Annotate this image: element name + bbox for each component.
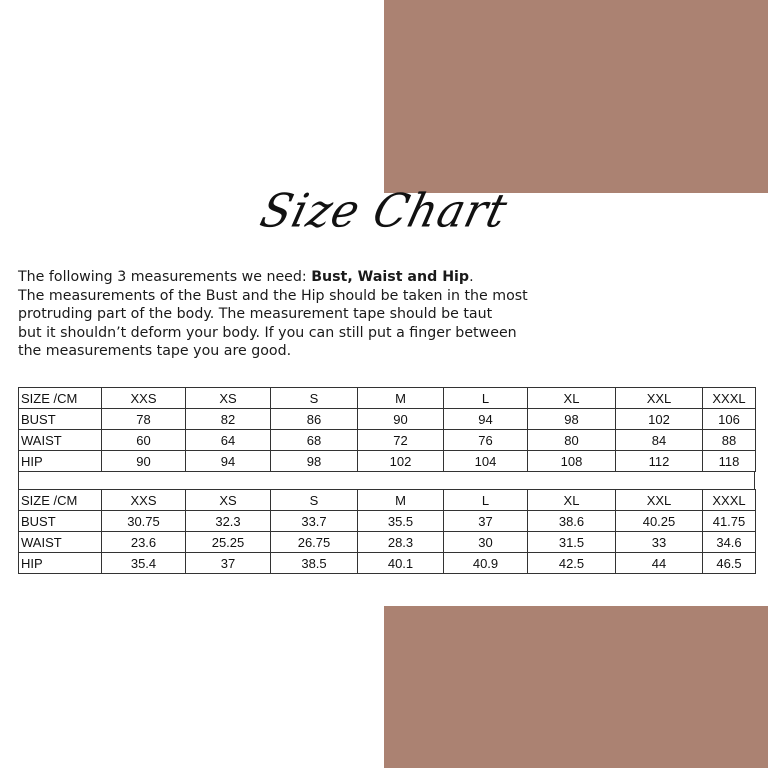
table-cell: 35.5 xyxy=(358,511,444,532)
intro-line-1: The following 3 measurements we need: Bust, Waist and Hip. xyxy=(18,269,474,285)
table-cell: 46.5 xyxy=(703,553,756,574)
table-cell: 86 xyxy=(271,409,358,430)
table-cell: XL xyxy=(528,388,616,409)
table-cell: 34.6 xyxy=(703,532,756,553)
table-header-row xyxy=(19,490,756,511)
table-cell: 42.5 xyxy=(528,553,616,574)
size-table-cm xyxy=(18,387,756,472)
table-cell: 76 xyxy=(444,430,528,451)
table-row-label: HIP xyxy=(19,553,102,574)
table-cell: 33 xyxy=(616,532,703,553)
table-cell: M xyxy=(358,388,444,409)
table-row xyxy=(19,553,756,574)
table-cell: 102 xyxy=(616,409,703,430)
table-cell: XXS xyxy=(102,388,186,409)
intro-text xyxy=(18,268,758,361)
table-cell: 106 xyxy=(703,409,756,430)
table-cell: L xyxy=(444,388,528,409)
table-row xyxy=(19,451,756,472)
page-title: Size Chart xyxy=(255,184,513,239)
intro-line-4: but it shouldn’t deform your body. If you can still put a finger between xyxy=(18,324,517,341)
table-cell: XXL xyxy=(616,388,703,409)
table-cell: 60 xyxy=(102,430,186,451)
table-cell: 94 xyxy=(444,409,528,430)
table-cell: S xyxy=(271,490,358,511)
table-cell: XS xyxy=(186,490,271,511)
table-row-label: BUST xyxy=(19,409,102,430)
table-cell: 98 xyxy=(271,451,358,472)
table-cell: 26.75 xyxy=(271,532,358,553)
table-cell: 40.25 xyxy=(616,511,703,532)
table-cell: 104 xyxy=(444,451,528,472)
table-cell: XXS xyxy=(102,490,186,511)
table-row-label: SIZE /CM xyxy=(19,490,102,511)
table-cell: 68 xyxy=(271,430,358,451)
table-cell: L xyxy=(444,490,528,511)
table-row-label: SIZE /CM xyxy=(19,388,102,409)
table-cell: 108 xyxy=(528,451,616,472)
table-cell: 44 xyxy=(616,553,703,574)
table-cell: 94 xyxy=(186,451,271,472)
table-cell: 28.3 xyxy=(358,532,444,553)
table-cell: 40.9 xyxy=(444,553,528,574)
table-cell: 32.3 xyxy=(186,511,271,532)
table-cell: 78 xyxy=(102,409,186,430)
intro-line-3: protruding part of the body. The measurement tape should be taut xyxy=(18,306,493,322)
table-cell: XXXL xyxy=(703,388,756,409)
table-cell: S xyxy=(271,388,358,409)
intro-line-2: The measurements of the Bust and the Hip should be taken in the most xyxy=(18,287,528,304)
table-cell: 37 xyxy=(444,511,528,532)
table-cell: 118 xyxy=(703,451,756,472)
table-cell: 31.5 xyxy=(528,532,616,553)
table-cell: 25.25 xyxy=(186,532,271,553)
table-cell: 38.6 xyxy=(528,511,616,532)
table-header-row xyxy=(19,388,756,409)
table-cell: 30 xyxy=(444,532,528,553)
table-cell: 64 xyxy=(186,430,271,451)
table-row-label: HIP xyxy=(19,451,102,472)
table-row xyxy=(19,430,756,451)
table-row xyxy=(19,532,756,553)
table-cell: 37 xyxy=(186,553,271,574)
table-row-label: WAIST xyxy=(19,430,102,451)
table-cell: 84 xyxy=(616,430,703,451)
table-cell: 33.7 xyxy=(271,511,358,532)
table-row-label: BUST xyxy=(19,511,102,532)
table-cell: 38.5 xyxy=(271,553,358,574)
table-cell: XXXL xyxy=(703,490,756,511)
table-cell: 35.4 xyxy=(102,553,186,574)
measurements-highlight: Bust, Waist and Hip xyxy=(311,269,470,285)
table-cell: XL xyxy=(528,490,616,511)
table-cell: 82 xyxy=(186,409,271,430)
table-cell: 80 xyxy=(528,430,616,451)
table-cell: 41.75 xyxy=(703,511,756,532)
decorative-color-block-top xyxy=(384,0,768,193)
table-row-label: WAIST xyxy=(19,532,102,553)
decorative-color-block-bottom xyxy=(384,606,768,768)
table-cell: XS xyxy=(186,388,271,409)
size-table-second xyxy=(18,489,756,574)
table-cell: 90 xyxy=(358,409,444,430)
table-cell: 30.75 xyxy=(102,511,186,532)
intro-line-5: the measurements tape you are good. xyxy=(18,343,292,359)
table-row xyxy=(19,409,756,430)
table-cell: 112 xyxy=(616,451,703,472)
table-cell: 23.6 xyxy=(102,532,186,553)
table-cell: 102 xyxy=(358,451,444,472)
table-cell: 90 xyxy=(102,451,186,472)
table-cell: 88 xyxy=(703,430,756,451)
table-spacer xyxy=(18,471,755,489)
table-cell: M xyxy=(358,490,444,511)
table-cell: 98 xyxy=(528,409,616,430)
table-cell: 40.1 xyxy=(358,553,444,574)
table-cell: XXL xyxy=(616,490,703,511)
table-row xyxy=(19,511,756,532)
table-cell: 72 xyxy=(358,430,444,451)
